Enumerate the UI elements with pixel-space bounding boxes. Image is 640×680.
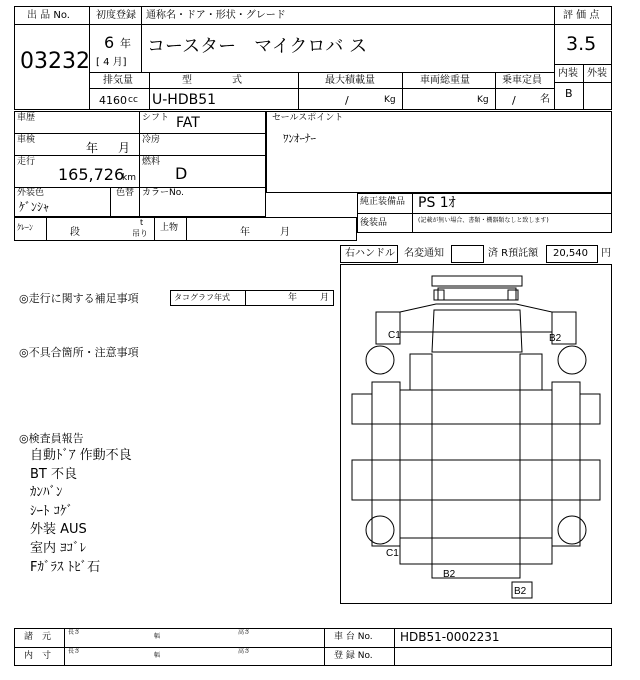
color-number-label: カラーNo. — [142, 188, 184, 198]
aftermarket-note: (記載が無い場合、書類・機器類なしと致します) — [418, 217, 549, 224]
genuine-equipment-label: 純正装備品 — [360, 197, 406, 207]
inspector-line: Fｶﾞﾗｽ ﾄﾋﾞ石 — [30, 559, 101, 575]
shift-value: FAT — [176, 115, 200, 131]
upper-year: 年 — [240, 227, 250, 238]
inspector-line: 室内 ﾖｺﾞﾚ — [30, 540, 87, 556]
displacement-value: 4160 — [99, 94, 127, 107]
exterior-grade-label: 外装 — [587, 68, 607, 79]
details-frame — [14, 111, 266, 217]
diagram-mark-rear-center: B2 — [443, 569, 456, 580]
yen-unit: 円 — [601, 248, 611, 259]
max-load-unit: Kg — [384, 95, 396, 105]
displacement-unit: cc — [128, 95, 138, 105]
tachograph-month: 月 — [320, 293, 330, 303]
lot-number-label: 出 品 No. — [27, 10, 70, 21]
aftermarket-label: 後装品 — [360, 218, 388, 228]
registration-year-unit: 年 — [120, 37, 131, 50]
fuel-label: 燃料 — [142, 157, 161, 167]
crane-lift: 吊り — [132, 229, 148, 238]
registration-month: [ 4 月] — [96, 57, 127, 68]
inspector-report-lines — [30, 447, 132, 577]
car-name: コースター マイクロバ ス — [147, 36, 368, 57]
shift-label: シフト — [142, 113, 170, 123]
defects-title: ◎不具合箇所・注意事項 — [19, 346, 139, 359]
upper-body-label: 上物 — [160, 223, 179, 233]
tachograph-label: タコグラフ年式 — [174, 293, 230, 302]
name-change-box — [451, 245, 484, 263]
recycle-amount: 20,540 — [553, 248, 588, 259]
crane-label: ｸﾚｰﾝ — [17, 223, 33, 232]
capacity-value: / — [512, 94, 516, 107]
model-value: U-HDB51 — [152, 92, 217, 108]
inspection-label: 車検 — [17, 135, 36, 145]
name-change-label: 名変通知 — [404, 248, 444, 259]
max-load-label: 最大積載量 — [325, 75, 375, 86]
model-label: 型 式 — [182, 75, 242, 86]
ac-label: 冷房 — [142, 135, 161, 145]
inspector-report-title: ◎検査員報告 — [19, 432, 84, 445]
overall-grade: 3.5 — [566, 33, 597, 55]
right-hand-drive: 右ハンドル — [345, 248, 395, 259]
upper-month: 月 — [280, 227, 290, 238]
exterior-color-label: 外装色 — [17, 188, 45, 198]
mileage-unit: km — [122, 173, 136, 183]
crane-ton: t — [140, 218, 144, 227]
car-name-label: 通称名・ドア・形状・グレード — [146, 10, 286, 21]
mileage-label: 走行 — [17, 157, 36, 167]
sales-point-label: セールスポイント — [272, 113, 344, 123]
exterior-color-value: ｹﾞﾝｼｬ — [19, 200, 50, 214]
dim-width-label: 幅 — [154, 652, 161, 659]
history-label: 車歴 — [17, 113, 36, 123]
inspector-line: ｼｰﾄ ｺｹﾞ — [30, 503, 74, 519]
inner-dimension-label: 内 寸 — [24, 651, 52, 661]
interior-grade-label: 内装 — [558, 68, 578, 79]
crane-stage: 段 — [70, 227, 80, 238]
color-change-label: 色替 — [116, 188, 135, 198]
chassis-number: HDB51-0002231 — [400, 630, 500, 644]
sales-point-frame — [266, 111, 612, 193]
recycle-label: 済 R預託額 — [488, 248, 539, 259]
spec-width-label: 幅 — [154, 633, 161, 640]
capacity-label: 乗車定員 — [502, 75, 542, 86]
diagram-mark-front-right: B2 — [549, 333, 562, 344]
diagram-mark-rear-bumper: B2 — [514, 586, 527, 597]
gross-weight-unit: Kg — [477, 95, 489, 105]
mileage-value: 165,726 — [58, 165, 125, 184]
spec-height-label: 高さ — [238, 629, 251, 636]
spec-label: 諸 元 — [24, 632, 52, 642]
gross-weight-label: 車両総重量 — [420, 75, 470, 86]
vehicle-damage-diagram — [340, 264, 612, 606]
inspector-line: 自動ﾄﾞｱ 作動不良 — [30, 448, 132, 463]
first-registration-label: 初度登録 — [96, 10, 136, 21]
sales-point-value: ﾜﾝｵｰﾅｰ — [283, 132, 316, 145]
grade-label: 評 価 点 — [563, 10, 600, 21]
registration-number-label: 登 録 No. — [334, 651, 373, 661]
registration-year: 6 — [104, 33, 115, 52]
driving-notes-title: ◎走行に関する補足事項 — [19, 292, 139, 305]
inspector-line: 外装 AUS — [30, 522, 87, 538]
chassis-number-label: 車 台 No. — [334, 632, 373, 642]
spec-length-label: 長さ — [68, 629, 81, 636]
genuine-equipment-value: PS 1ｵ — [418, 195, 456, 211]
diagram-mark-front-left: C1 — [388, 330, 401, 341]
fuel-value: D — [175, 164, 188, 183]
inspection-month: 月 — [118, 141, 131, 155]
inspector-line: ｶﾝﾊﾞﾝ — [30, 485, 63, 501]
inspector-line: BT 不良 — [30, 466, 77, 482]
inspection-year: 年 — [86, 141, 99, 155]
max-load-value: / — [345, 94, 349, 107]
dim-height-label: 高さ — [238, 648, 251, 655]
lot-number: 03232 — [20, 49, 90, 74]
tachograph-year: 年 — [288, 293, 298, 303]
interior-grade: B — [565, 87, 573, 100]
capacity-unit: 名 — [540, 94, 550, 105]
diagram-mark-rear-left: C1 — [386, 548, 399, 559]
dim-length-label: 長さ — [68, 648, 81, 655]
displacement-label: 排気量 — [103, 75, 133, 86]
